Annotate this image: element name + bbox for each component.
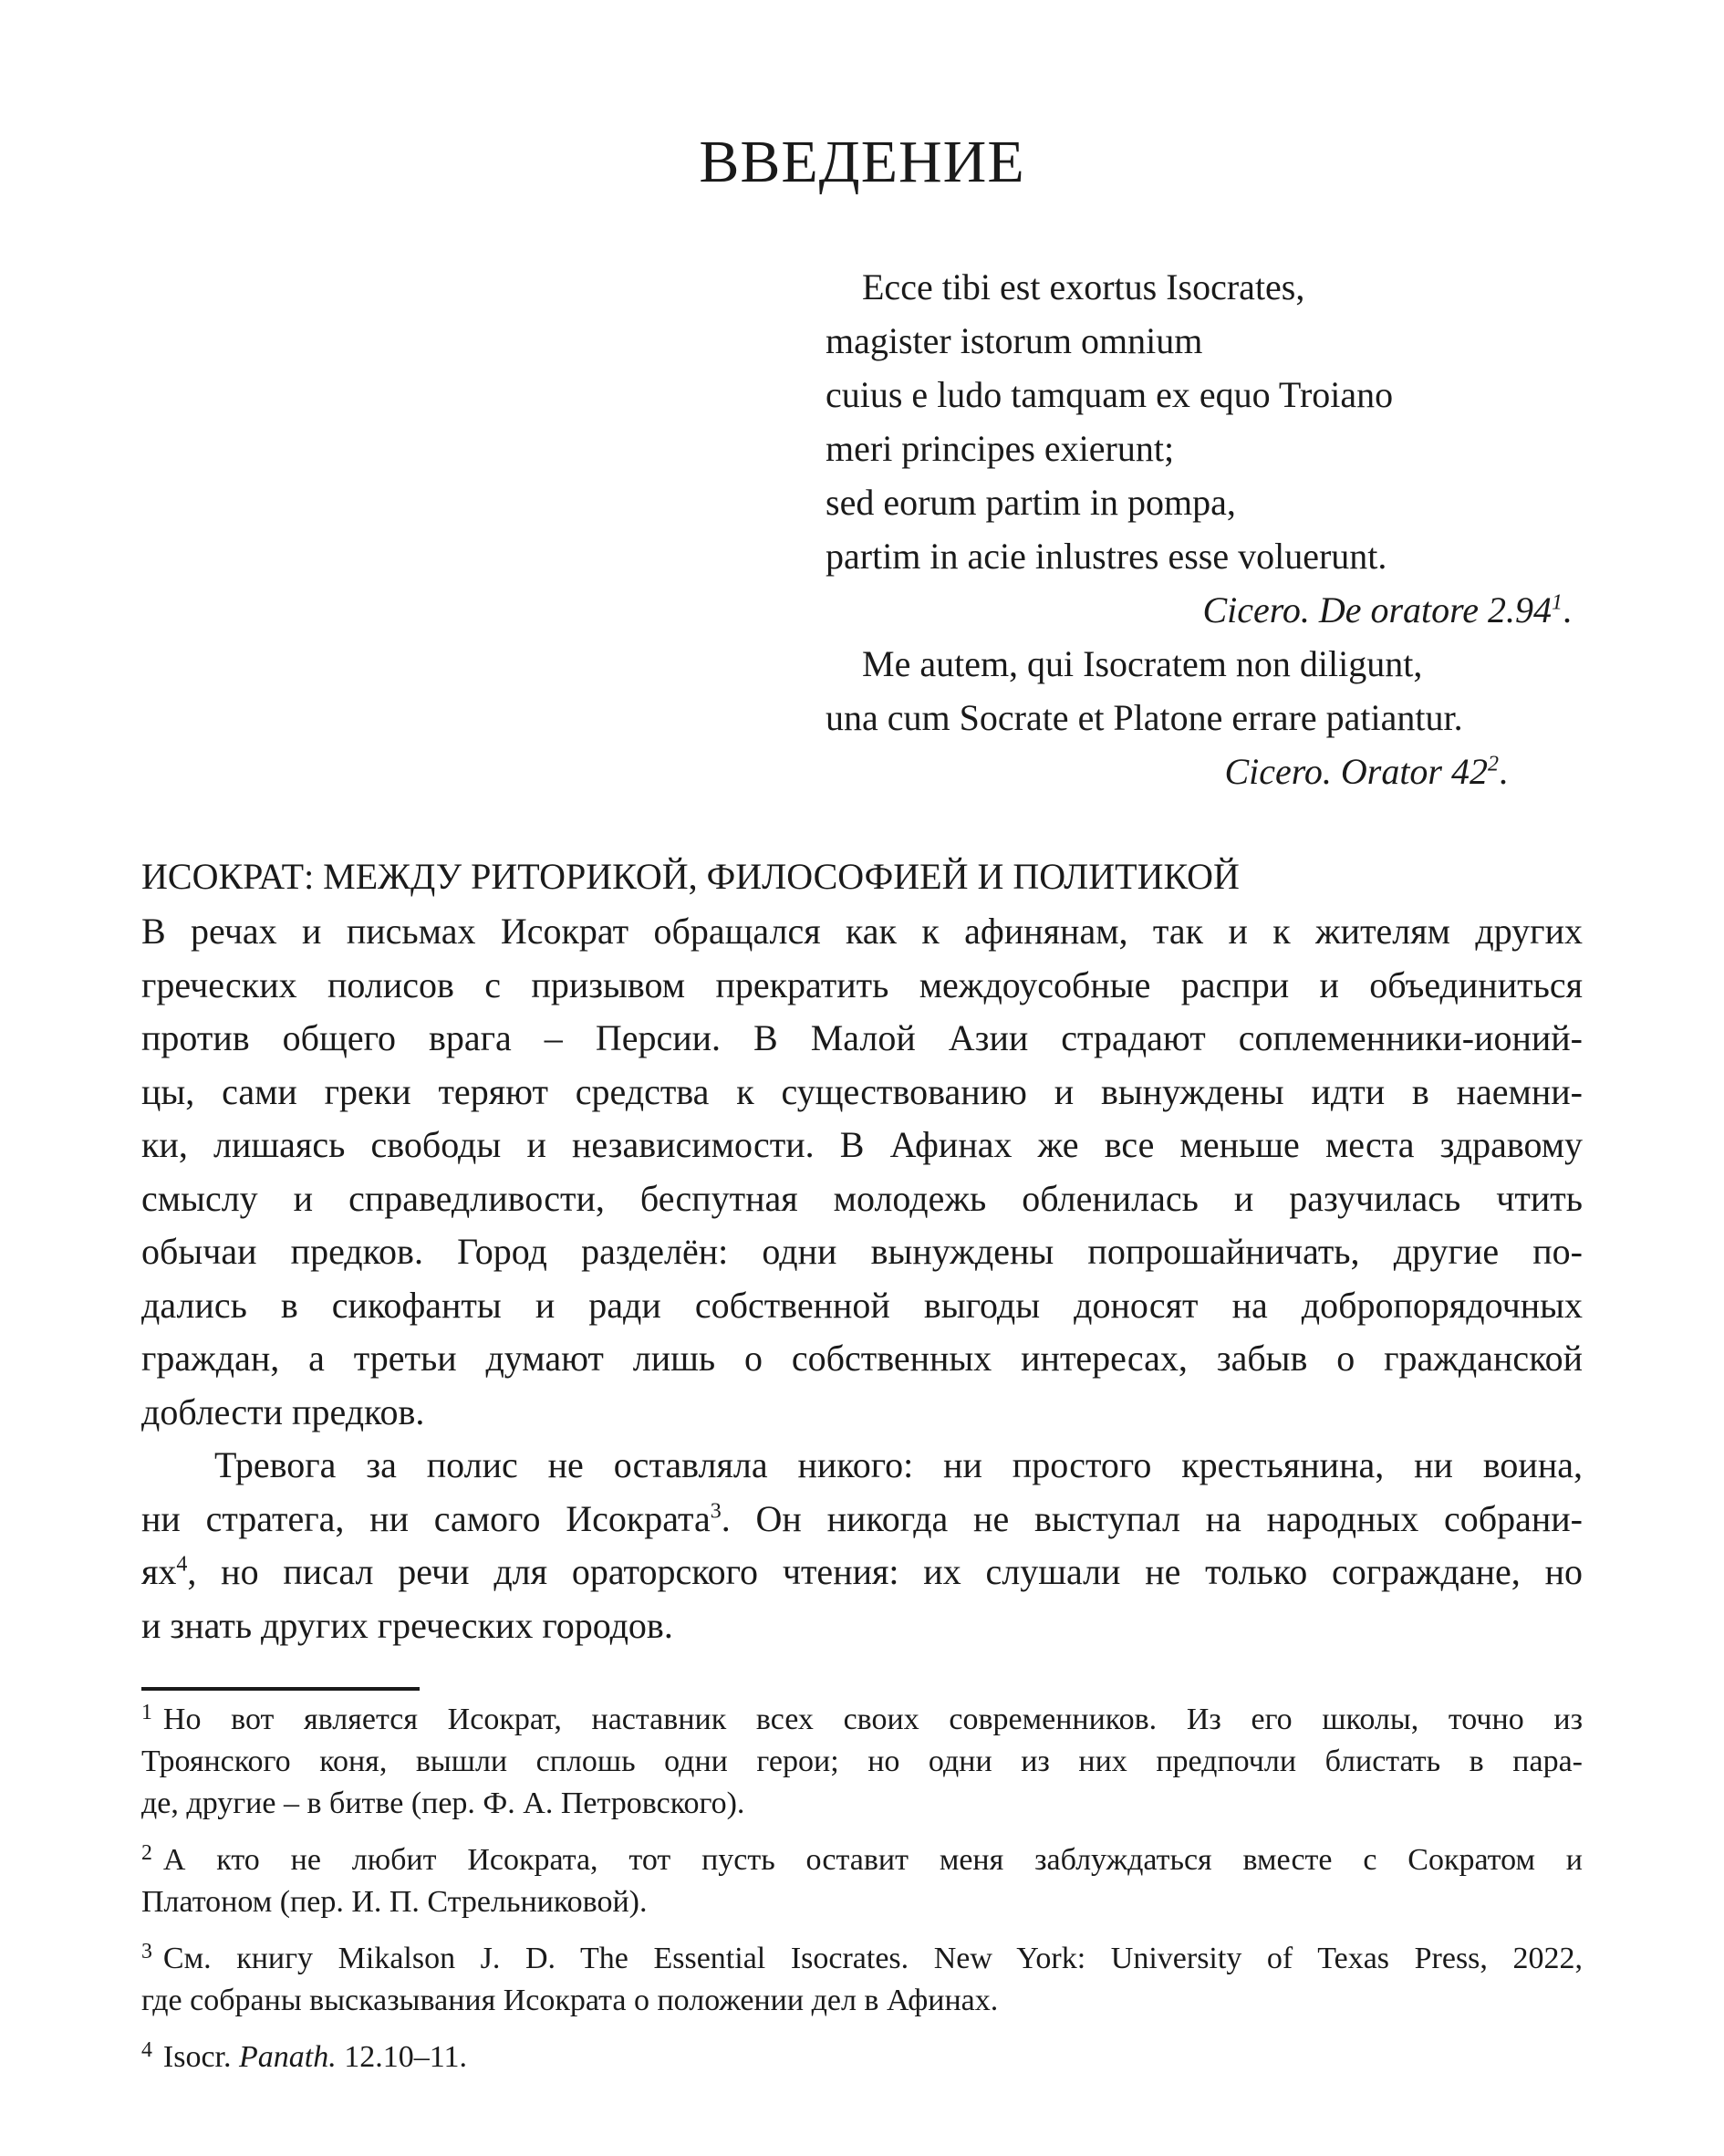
text-run: . Он никогда не выступал на народных собрани- [721, 1497, 1584, 1539]
footnote-ref-1[interactable]: 1 [1552, 590, 1563, 615]
footnote-4 [141, 2036, 1583, 2078]
epigraph-source-text: Cicero. De oratore 2.94 [1202, 589, 1552, 630]
paragraph-1-line: граждан, а третьи думают лишь о собственных интересах, забыв о гражданской [141, 1338, 1583, 1379]
footnote-line: де, другие – в битве (пер. Ф. А. Петровского). [141, 1786, 745, 1820]
page-title: ВВЕДЕНИЕ [699, 129, 1025, 195]
footnote-number: 1 [141, 1701, 152, 1725]
body-text [141, 905, 1583, 1652]
footnote-ref-2[interactable]: 2 [1488, 752, 1499, 776]
epigraph-source-period: . [1563, 589, 1572, 630]
footnote-line [141, 1938, 1583, 1980]
footnote-line [141, 1699, 1583, 1741]
paragraph-2-line [141, 1493, 1583, 1547]
text-run: , но писал речи для ораторского чтения: их слушали не только сограждане, но [187, 1551, 1583, 1592]
epigraph-line: una cum Socrate et Platone errare patiantur. [826, 697, 1463, 738]
epigraph-source-period: . [1499, 751, 1508, 792]
text-run: Но вот является Исократ, наставник всех своих современников. Из его школы, точно из [162, 1703, 1583, 1736]
paragraph-1-line: против общего врага – Персии. В Малой Азии страдают соплеменники-ионий- [141, 1017, 1583, 1058]
footnote-divider [141, 1687, 420, 1691]
footnotes [141, 1699, 1583, 2093]
epigraph-line: meri principes exierunt; [826, 428, 1175, 469]
footnote-3 [141, 1938, 1583, 2022]
footnote-author: Isocr. [162, 2040, 232, 2074]
text-run: ни стратега, ни самого Исократа [141, 1497, 711, 1539]
footnote-line: Платоном (пер. И. П. Стрельниковой). [141, 1885, 648, 1919]
paragraph-1-line: смыслу и справедливости, беспутная молодежь обленилась и разучилась чтить [141, 1177, 1583, 1219]
paragraph-2-line [141, 1546, 1583, 1599]
epigraph-line: Me autem, qui Isocratem non diligunt, [862, 643, 1423, 684]
footnote-line: где собраны высказывания Исократа о положении дел в Афинах. [141, 1984, 999, 2017]
paragraph-2-line: и знать других греческих городов. [141, 1604, 673, 1646]
footnote-line: Троянского коня, вышли сплошь одни герои; но одни из них предпочли блистать в пара- [141, 1745, 1583, 1778]
section-heading: ИСОКРАТ: МЕЖДУ РИТОРИКОЙ, ФИЛОСОФИЕЙ И ПОЛИТИКОЙ [141, 856, 1240, 897]
footnote-ref: 12.10–11. [344, 2040, 467, 2074]
footnote-ref-3[interactable]: 3 [710, 1499, 722, 1524]
footnote-number: 3 [141, 1940, 152, 1964]
epigraph-line: cuius e ludo tamquam ex equo Troiano [826, 374, 1394, 415]
paragraph-1-line: доблести предков. [141, 1390, 425, 1432]
paragraph-1-line: обычаи предков. Город разделён: одни вынуждены попрошайничать, другие по- [141, 1231, 1583, 1272]
paragraph-1-line: дались в сикофанты и ради собственной выгоды доносят на добропорядочных [141, 1284, 1583, 1326]
footnote-1 [141, 1699, 1583, 1825]
footnote-number: 2 [141, 1841, 152, 1866]
text-run: А кто не любит Исократа, тот пусть оставит меня заблуждаться вместе с Сократом и [162, 1843, 1583, 1877]
paragraph-1-line: цы, сами греки теряют средства к существованию и вынуждены идти в наемни- [141, 1070, 1583, 1112]
epigraph-source-2 [826, 745, 1592, 798]
paragraph-1-line: греческих полисов с призывом прекратить междоусобные распри и объединиться [141, 963, 1583, 1005]
paragraph-1-line: ки, лишаясь свободы и независимости. В Афинах же все меньше места здравому [141, 1124, 1583, 1165]
paragraph-1-line: В речах и письмах Исократ обращался как к афинянам, так и к жителям других [141, 911, 1583, 952]
epigraph-source-1 [826, 583, 1592, 637]
footnote-line [141, 1839, 1583, 1881]
epigraph-source-text: Cicero. Orator 42 [1224, 751, 1488, 792]
paragraph-2-line: Тревога за полис не оставляла никого: ни простого крестьянина, ни воина, [214, 1444, 1583, 1485]
text-run: См. книгу Mikalson J. D. The Essential Isocrates. New York: University of Texas Press, 2022, [162, 1942, 1583, 1975]
footnote-number: 4 [141, 2038, 152, 2063]
footnote-line [141, 2036, 1583, 2078]
epigraph-line: sed eorum partim in pompa, [826, 482, 1236, 523]
footnote-work: Panath. [239, 2040, 337, 2074]
epigraph-line: partim in acie inlustres esse voluerunt. [826, 536, 1387, 577]
footnote-ref-4[interactable]: 4 [176, 1552, 188, 1577]
footnote-2 [141, 1839, 1583, 1923]
text-run: ях [141, 1551, 177, 1592]
epigraph-line: magister istorum omnium [826, 320, 1203, 361]
epigraph-line: Ecce tibi est exortus Isocrates, [862, 266, 1305, 307]
epigraph [826, 260, 1592, 798]
